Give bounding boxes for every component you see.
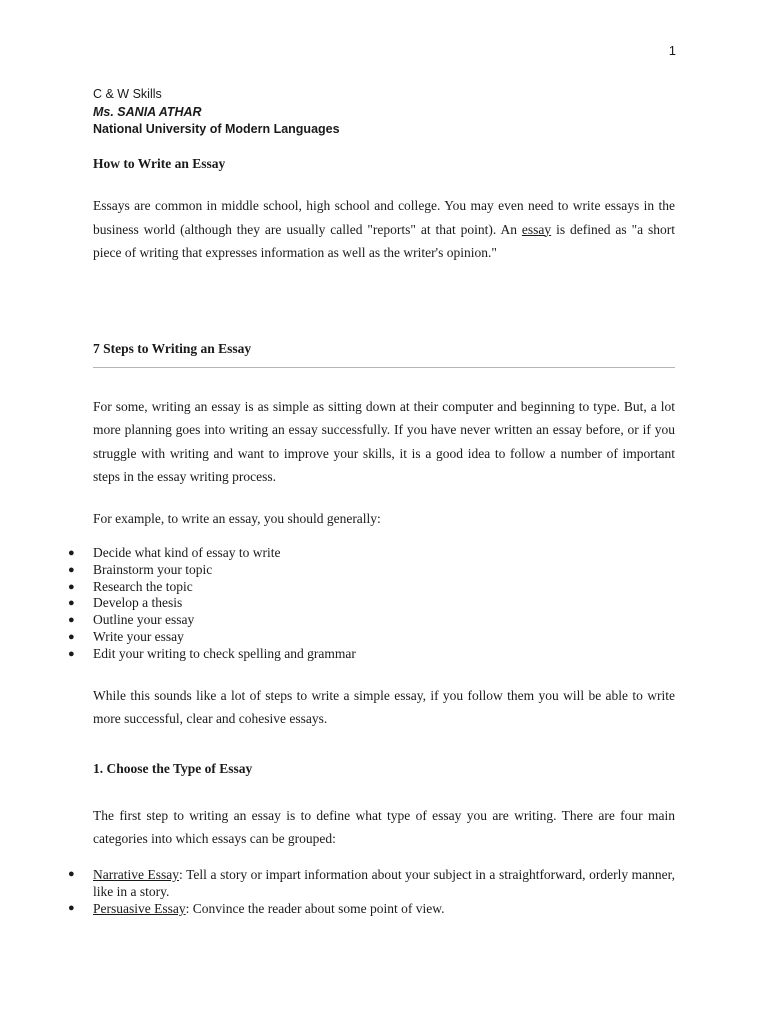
intro-text-2: is defined as "a short piece of writing that expresses information as well as the writer's opinion.": [93, 221, 676, 260]
example-intro: For example, to write an essay, you should generally:: [93, 511, 381, 526]
list-item: ● Develop a thesis: [68, 595, 183, 611]
bullet-icon: ●: [68, 547, 75, 559]
section-divider: [93, 367, 675, 368]
bullet-icon: ●: [68, 597, 75, 610]
intro-paragraph: [93, 194, 675, 265]
list-item: ● Decide what kind of essay to write: [68, 545, 281, 560]
planning-paragraph: For some, writing an essay is as simple as sitting down at their computer and beginning to type. But, a lot more planning goes into writing an essay successfully. If you have never written an essay before, or if you struggle with writing and want to improve your skills, it is a good idea to follow a number of important steps in the essay writing process.: [93, 399, 675, 484]
course-name: C & W Skills: [93, 87, 162, 101]
bullet-icon: ●: [68, 580, 75, 593]
bullet-icon: ●: [68, 563, 75, 576]
list-item: ● Edit your writing to check spelling and grammar: [68, 645, 356, 661]
bullet-icon: ●: [68, 614, 75, 627]
page-number: 1: [668, 43, 676, 58]
essay-link[interactable]: essay: [521, 221, 552, 237]
list-item: ● Research the topic: [68, 578, 193, 594]
list-item: ● Persuasive Essay: Convince the reader about some point of view.: [68, 901, 445, 916]
instructor-name: Ms. SANIA ATHAR: [93, 104, 202, 119]
document-title: How to Write an Essay: [93, 156, 226, 171]
narrative-essay-link[interactable]: Narrative Essay: [93, 867, 180, 882]
section-heading: 7 Steps to Writing an Essay: [93, 341, 252, 356]
summary-paragraph: While this sounds like a lot of steps to write a simple essay, if you follow them you will be able to write more successful, clear and cohesive essays.: [93, 688, 675, 727]
list-item: ● Narrative Essay: Tell a story or impart information about your subject in a straightforward, orderly manner, like in a story.: [68, 867, 675, 899]
persuasive-essay-link[interactable]: Persuasive Essay: [93, 901, 186, 916]
bullet-icon: ●: [68, 647, 75, 660]
bullet-icon: ●: [68, 902, 75, 914]
list-item: ● Outline your essay: [68, 612, 195, 628]
step-one-heading: 1. Choose the Type of Essay: [93, 761, 253, 776]
essay-types-intro: The first step to writing an essay is to define what type of essay you are writing. There are four main categories into which essays can be grouped:: [93, 808, 675, 847]
intro-text-1: Essays are common in middle school, high school and college. You may even need to write essays in the business world (although they are usually called "reports" at that point). An: [93, 198, 675, 237]
document-header: [93, 86, 340, 139]
list-item: ● Brainstorm your topic: [68, 561, 213, 577]
steps-list: [68, 545, 675, 663]
bullet-icon: ●: [68, 630, 75, 643]
list-item: ● Write your essay: [68, 628, 184, 644]
university-name: National University of Modern Languages: [93, 122, 340, 136]
essay-types-list: [68, 866, 675, 917]
bullet-icon: ●: [68, 868, 75, 880]
